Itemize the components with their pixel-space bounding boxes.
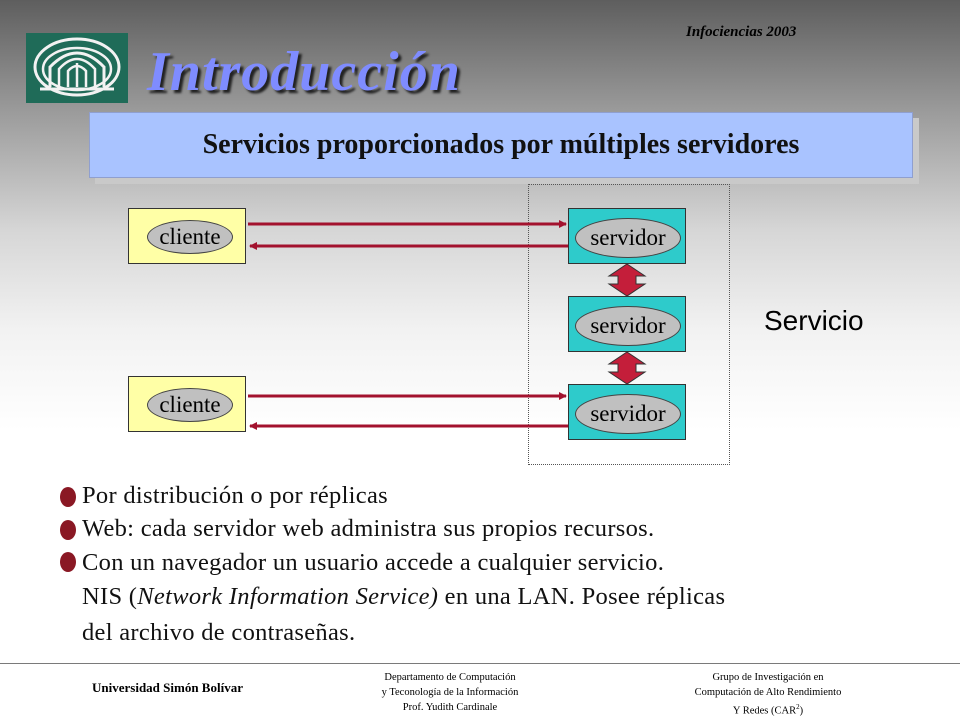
nis-prefix: NIS (	[82, 583, 138, 610]
group-line-1: Grupo de Investigación en	[712, 672, 824, 683]
research-group-info	[668, 670, 868, 719]
bullet-text-1: Por distribución o por réplicas	[82, 482, 388, 509]
department-line-1: Departamento de Computación	[384, 672, 516, 683]
subtitle-text: Servicios proporcionados por múltiples servidores	[202, 129, 800, 160]
server-box-1	[568, 208, 686, 264]
bullet-text-3: Con un navegador un usuario accede a cualquier servicio.	[82, 549, 665, 576]
nis-line	[82, 583, 725, 611]
client-oval-2: cliente	[147, 388, 233, 422]
group-line-3-suffix: )	[799, 705, 804, 717]
department-info	[345, 670, 555, 715]
server-oval-3: servidor	[575, 394, 681, 434]
bullet-text-2: Web: cada servidor web administra sus propios recursos.	[82, 515, 655, 542]
bullet-marker-2	[60, 520, 76, 540]
subtitle-banner	[89, 112, 913, 178]
nis-suffix: en una LAN. Posee réplicas	[438, 583, 726, 610]
footer-divider	[0, 663, 960, 664]
server-oval-1: servidor	[575, 218, 681, 258]
server-oval-2: servidor	[575, 306, 681, 346]
client-box-1	[128, 208, 246, 264]
university-logo	[26, 33, 128, 103]
group-line-3-prefix: Y Redes (CAR	[732, 705, 797, 717]
slide-title: Introducción	[147, 41, 461, 103]
group-line-3	[668, 700, 868, 719]
server-box-2	[568, 296, 686, 352]
client-box-2	[128, 376, 246, 432]
client-oval-1: cliente	[147, 220, 233, 254]
bullet-marker-1	[60, 487, 76, 507]
bullet-marker-3	[60, 552, 76, 572]
department-line-3: Prof. Yudith Cardinale	[402, 702, 498, 713]
server-box-3	[568, 384, 686, 440]
department-line-2: y Teconología de la Información	[381, 687, 519, 698]
group-line-3-sup: 2	[796, 703, 800, 711]
nis-expansion: Network Information Service)	[137, 583, 439, 610]
group-line-2: Computación de Alto Rendimiento	[694, 687, 842, 698]
university-name: Universidad Simón Bolívar	[92, 680, 243, 695]
nis-line-2: del archivo de contraseñas.	[82, 619, 356, 646]
conference-label: Infociencias 2003	[686, 24, 797, 40]
service-label: Servicio	[764, 305, 864, 336]
